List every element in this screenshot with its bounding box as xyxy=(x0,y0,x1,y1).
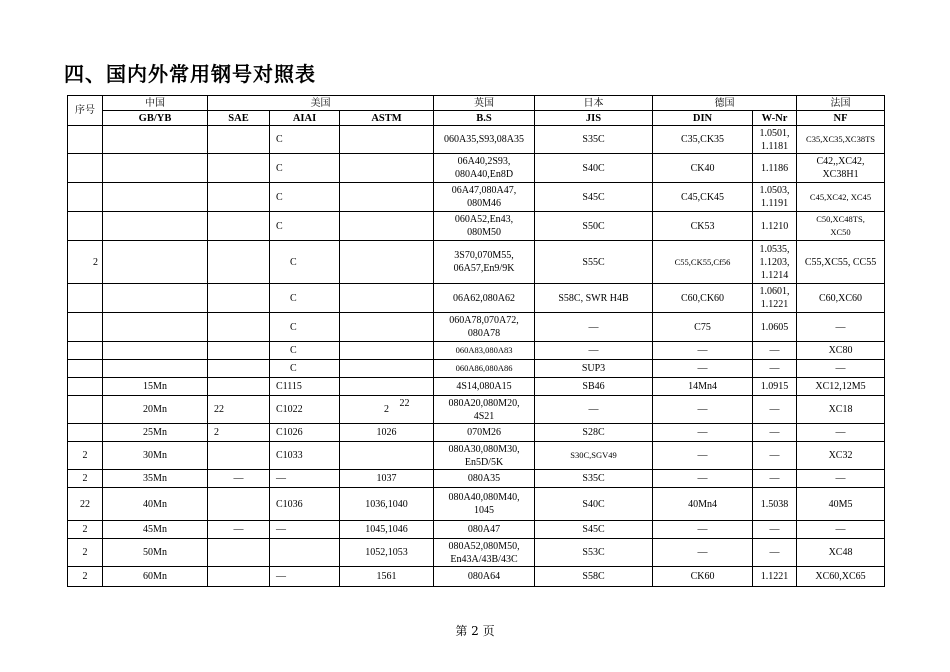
cell-wnr: — xyxy=(753,360,797,378)
cell-din: C60,CK60 xyxy=(653,284,753,313)
table-row xyxy=(68,539,885,567)
cell-aiai: C xyxy=(270,313,340,342)
cell-nf: 40M5 xyxy=(797,488,885,521)
table-row xyxy=(68,284,885,313)
cell-sae: 2 xyxy=(208,424,270,442)
steel-comparison-table xyxy=(67,95,885,587)
cell-din: — xyxy=(653,342,753,360)
table-row xyxy=(68,488,885,521)
table-body xyxy=(68,126,885,587)
cell-jis: S28C xyxy=(535,424,653,442)
cell-seq xyxy=(68,154,103,183)
header-nf: NF xyxy=(797,111,885,126)
cell-bs: 06A47,080A47, 080M46 xyxy=(434,183,535,212)
cell-bs: 060A78,070A72, 080A78 xyxy=(434,313,535,342)
cell-sae xyxy=(208,442,270,470)
cell-wnr: 1.1186 xyxy=(753,154,797,183)
cell-jis: S58C, SWR H4B xyxy=(535,284,653,313)
cell-sae xyxy=(208,488,270,521)
cell-seq: 2 xyxy=(68,539,103,567)
cell-aiai: C xyxy=(270,284,340,313)
cell-seq: 22 xyxy=(68,488,103,521)
cell-aiai xyxy=(270,539,340,567)
cell-wnr: 1.0605 xyxy=(753,313,797,342)
cell-seq xyxy=(68,313,103,342)
cell-seq: 2 xyxy=(68,521,103,539)
cell-astm xyxy=(340,183,434,212)
cell-din: C35,CK35 xyxy=(653,126,753,154)
table-row xyxy=(68,470,885,488)
cell-seq: 2 xyxy=(68,241,103,284)
cell-jis: SUP3 xyxy=(535,360,653,378)
cell-astm xyxy=(340,360,434,378)
cell-bs: 06A62,080A62 xyxy=(434,284,535,313)
cell-aiai: C1022 xyxy=(270,396,340,424)
cell-nf: C50,XC48TS, XC50 xyxy=(797,212,885,241)
cell-nf: — xyxy=(797,313,885,342)
cell-din: — xyxy=(653,396,753,424)
cell-bs: 3S70,070M55, 06A57,En9/9K xyxy=(434,241,535,284)
cell-bs: 060A35,S93,08A35 xyxy=(434,126,535,154)
cell-nf: C60,XC60 xyxy=(797,284,885,313)
cell-din: C75 xyxy=(653,313,753,342)
cell-bs: 080A52,080M50, En43A/43B/43C xyxy=(434,539,535,567)
cell-din: — xyxy=(653,424,753,442)
cell-gb xyxy=(103,360,208,378)
cell-aiai: C xyxy=(270,342,340,360)
cell-bs: 080A35 xyxy=(434,470,535,488)
table-row xyxy=(68,442,885,470)
cell-nf: C35,XC35,XC38TS xyxy=(797,126,885,154)
header-din: DIN xyxy=(653,111,753,126)
cell-seq xyxy=(68,126,103,154)
cell-din: 40Mn4 xyxy=(653,488,753,521)
cell-nf: XC48 xyxy=(797,539,885,567)
cell-seq xyxy=(68,212,103,241)
cell-sae xyxy=(208,154,270,183)
header-bs: B.S xyxy=(434,111,535,126)
cell-bs xyxy=(399,396,535,424)
cell-bs-value: 080A20,080M20, 4S21 xyxy=(448,397,520,422)
cell-jis: S50C xyxy=(535,212,653,241)
cell-gb xyxy=(103,183,208,212)
cell-sae xyxy=(208,183,270,212)
cell-seq xyxy=(68,284,103,313)
table-row xyxy=(68,183,885,212)
header-france: 法国 xyxy=(797,96,885,111)
cell-bs: 070M26 xyxy=(434,424,535,442)
cell-nf: — xyxy=(797,521,885,539)
header-germany: 德国 xyxy=(653,96,797,111)
cell-gb xyxy=(103,126,208,154)
cell-wnr: 1.5038 xyxy=(753,488,797,521)
cell-gb xyxy=(103,284,208,313)
cell-aiai: C xyxy=(270,183,340,212)
cell-gb: 15Mn xyxy=(103,378,208,396)
header-usa: 美国 xyxy=(208,96,434,111)
cell-aiai: C1115 xyxy=(270,378,340,396)
cell-wnr: — xyxy=(753,442,797,470)
table-row xyxy=(68,154,885,183)
header-sae: SAE xyxy=(208,111,270,126)
cell-din: — xyxy=(653,360,753,378)
cell-sae xyxy=(208,567,270,587)
cell-nf: — xyxy=(797,470,885,488)
cell-nf: — xyxy=(797,360,885,378)
cell-wnr: 1.0535, 1.1203, 1.1214 xyxy=(753,241,797,284)
cell-wnr: — xyxy=(753,424,797,442)
cell-gb xyxy=(103,313,208,342)
cell-jis: — xyxy=(535,396,653,424)
cell-aiai: C xyxy=(270,126,340,154)
cell-aiai: — xyxy=(270,521,340,539)
cell-nf: XC12,12M5 xyxy=(797,378,885,396)
header-row-standards xyxy=(68,111,885,126)
cell-bs: 080A64 xyxy=(434,567,535,587)
cell-jis: S55C xyxy=(535,241,653,284)
cell-din: C45,CK45 xyxy=(653,183,753,212)
cell-bs: 060A86,080A86 xyxy=(434,360,535,378)
cell-astm xyxy=(340,313,434,342)
cell-wnr: — xyxy=(753,342,797,360)
cell-jis: S58C xyxy=(535,567,653,587)
cell-din: — xyxy=(653,470,753,488)
cell-sae xyxy=(208,313,270,342)
cell-sae xyxy=(208,539,270,567)
cell-sae xyxy=(208,342,270,360)
table-row xyxy=(68,521,885,539)
cell-sae xyxy=(208,212,270,241)
cell-gb xyxy=(103,342,208,360)
header-wnr: W-Nr xyxy=(753,111,797,126)
cell-wnr: — xyxy=(753,521,797,539)
cell-gb: 35Mn xyxy=(103,470,208,488)
cell-astm: 1052,1053 xyxy=(340,539,434,567)
cell-aiai: C xyxy=(270,154,340,183)
page-number: 第 2 页 xyxy=(455,624,495,638)
cell-jis: S30C,SGV49 xyxy=(535,442,653,470)
table-row xyxy=(68,378,885,396)
cell-bs: 4S14,080A15 xyxy=(434,378,535,396)
table-row xyxy=(68,126,885,154)
cell-din: 14Mn4 xyxy=(653,378,753,396)
cell-sae xyxy=(208,378,270,396)
cell-gb xyxy=(103,154,208,183)
cell-seq: 2 xyxy=(68,567,103,587)
cell-sae xyxy=(208,360,270,378)
cell-jis: S35C xyxy=(535,126,653,154)
cell-wnr: 1.1210 xyxy=(753,212,797,241)
cell-nf: XC80 xyxy=(797,342,885,360)
cell-astm: 1026 xyxy=(340,424,434,442)
cell-sae: — xyxy=(208,521,270,539)
cell-aiai: — xyxy=(270,567,340,587)
cell-aiai: C1026 xyxy=(270,424,340,442)
cell-aiai: C1033 xyxy=(270,442,340,470)
cell-seq xyxy=(68,424,103,442)
cell-astm xyxy=(340,154,434,183)
cell-wnr: 1.0601, 1.1221 xyxy=(753,284,797,313)
cell-gb: 25Mn xyxy=(103,424,208,442)
cell-sae xyxy=(208,126,270,154)
cell-sae: 22 xyxy=(208,396,270,424)
cell-jis: SB46 xyxy=(535,378,653,396)
cell-gb: 60Mn xyxy=(103,567,208,587)
table-row xyxy=(68,360,885,378)
table-row xyxy=(68,396,885,424)
cell-bs: 060A52,En43, 080M50 xyxy=(434,212,535,241)
cell-gb: 45Mn xyxy=(103,521,208,539)
cell-astm xyxy=(340,241,434,284)
cell-nf: — xyxy=(797,424,885,442)
cell-seq: 2 xyxy=(68,470,103,488)
cell-aiai: C xyxy=(270,241,340,284)
cell-gb: 30Mn xyxy=(103,442,208,470)
cell-din: CK53 xyxy=(653,212,753,241)
cell-astm xyxy=(340,342,434,360)
cell-seq xyxy=(68,378,103,396)
cell-seq xyxy=(68,396,103,424)
cell-aiai: C xyxy=(270,212,340,241)
cell-jis: — xyxy=(535,313,653,342)
cell-nf: XC18 xyxy=(797,396,885,424)
cell-seq xyxy=(68,183,103,212)
cell-wnr: — xyxy=(753,396,797,424)
table-row xyxy=(68,567,885,587)
table-row xyxy=(68,212,885,241)
cell-din: CK40 xyxy=(653,154,753,183)
cell-nf: C45,XC42, XC45 xyxy=(797,183,885,212)
table-row xyxy=(68,342,885,360)
cell-wnr: 1.1221 xyxy=(753,567,797,587)
cell-astm xyxy=(340,378,434,396)
cell-din: C55,CK55,Cf56 xyxy=(653,241,753,284)
header-gbyb: GB/YB xyxy=(103,111,208,126)
cell-sae: — xyxy=(208,470,270,488)
cell-wnr: 1.0915 xyxy=(753,378,797,396)
cell-nf: C55,XC55, CC55 xyxy=(797,241,885,284)
cell-gb xyxy=(103,241,208,284)
cell-jis: S40C xyxy=(535,154,653,183)
cell-astm xyxy=(340,284,434,313)
cell-gb: 40Mn xyxy=(103,488,208,521)
header-astm: ASTM xyxy=(340,111,434,126)
cell-aiai: C1036 xyxy=(270,488,340,521)
header-row-countries xyxy=(68,96,885,111)
header-jis: JIS xyxy=(535,111,653,126)
header-seq: 序号 xyxy=(68,96,103,126)
cell-din: — xyxy=(653,539,753,567)
header-aiai: AIAI xyxy=(270,111,340,126)
cell-astm xyxy=(340,126,434,154)
cell-jis: S35C xyxy=(535,470,653,488)
table-row xyxy=(68,241,885,284)
cell-din: CK60 xyxy=(653,567,753,587)
cell-nf: C42,,XC42, XC38H1 xyxy=(797,154,885,183)
cell-astm xyxy=(340,212,434,241)
page-title: 四、国内外常用钢号对照表 xyxy=(64,62,316,86)
cell-astm: 1036,1040 xyxy=(340,488,434,521)
cell-aiai: — xyxy=(270,470,340,488)
header-uk: 英国 xyxy=(434,96,535,111)
cell-gb: 20Mn xyxy=(103,396,208,424)
cell-astm: 1561 xyxy=(340,567,434,587)
cell-sae xyxy=(208,284,270,313)
cell-bs: 060A83,080A83 xyxy=(434,342,535,360)
cell-jis: S53C xyxy=(535,539,653,567)
header-japan: 日本 xyxy=(535,96,653,111)
cell-bs: 06A40,2S93, 080A40,En8D xyxy=(434,154,535,183)
header-china: 中国 xyxy=(103,96,208,111)
table-row xyxy=(68,424,885,442)
cell-wnr: 1.0503, 1.1191 xyxy=(753,183,797,212)
cell-bs: 080A30,080M30, En5D/5K xyxy=(434,442,535,470)
cell-sae xyxy=(208,241,270,284)
cell-astm: 1037 xyxy=(340,470,434,488)
cell-gb xyxy=(103,212,208,241)
cell-seq: 2 xyxy=(68,442,103,470)
cell-wnr: 1.0501, 1.1181 xyxy=(753,126,797,154)
cell-jis: S40C xyxy=(535,488,653,521)
cell-seq xyxy=(68,342,103,360)
cell-jis: S45C xyxy=(535,521,653,539)
cell-jis: S45C xyxy=(535,183,653,212)
cell-bs: 080A47 xyxy=(434,521,535,539)
table-row xyxy=(68,313,885,342)
cell-nf: XC60,XC65 xyxy=(797,567,885,587)
cell-bs-prefix: 22 xyxy=(399,397,410,409)
cell-wnr: — xyxy=(753,539,797,567)
cell-wnr: — xyxy=(753,470,797,488)
cell-bs: 080A40,080M40, 1045 xyxy=(434,488,535,521)
cell-aiai: C xyxy=(270,360,340,378)
cell-nf: XC32 xyxy=(797,442,885,470)
cell-astm xyxy=(340,442,434,470)
cell-astm: 2 xyxy=(340,396,434,424)
cell-din: — xyxy=(653,442,753,470)
cell-astm: 1045,1046 xyxy=(340,521,434,539)
cell-jis: — xyxy=(535,342,653,360)
cell-din: — xyxy=(653,521,753,539)
cell-seq xyxy=(68,360,103,378)
cell-gb: 50Mn xyxy=(103,539,208,567)
